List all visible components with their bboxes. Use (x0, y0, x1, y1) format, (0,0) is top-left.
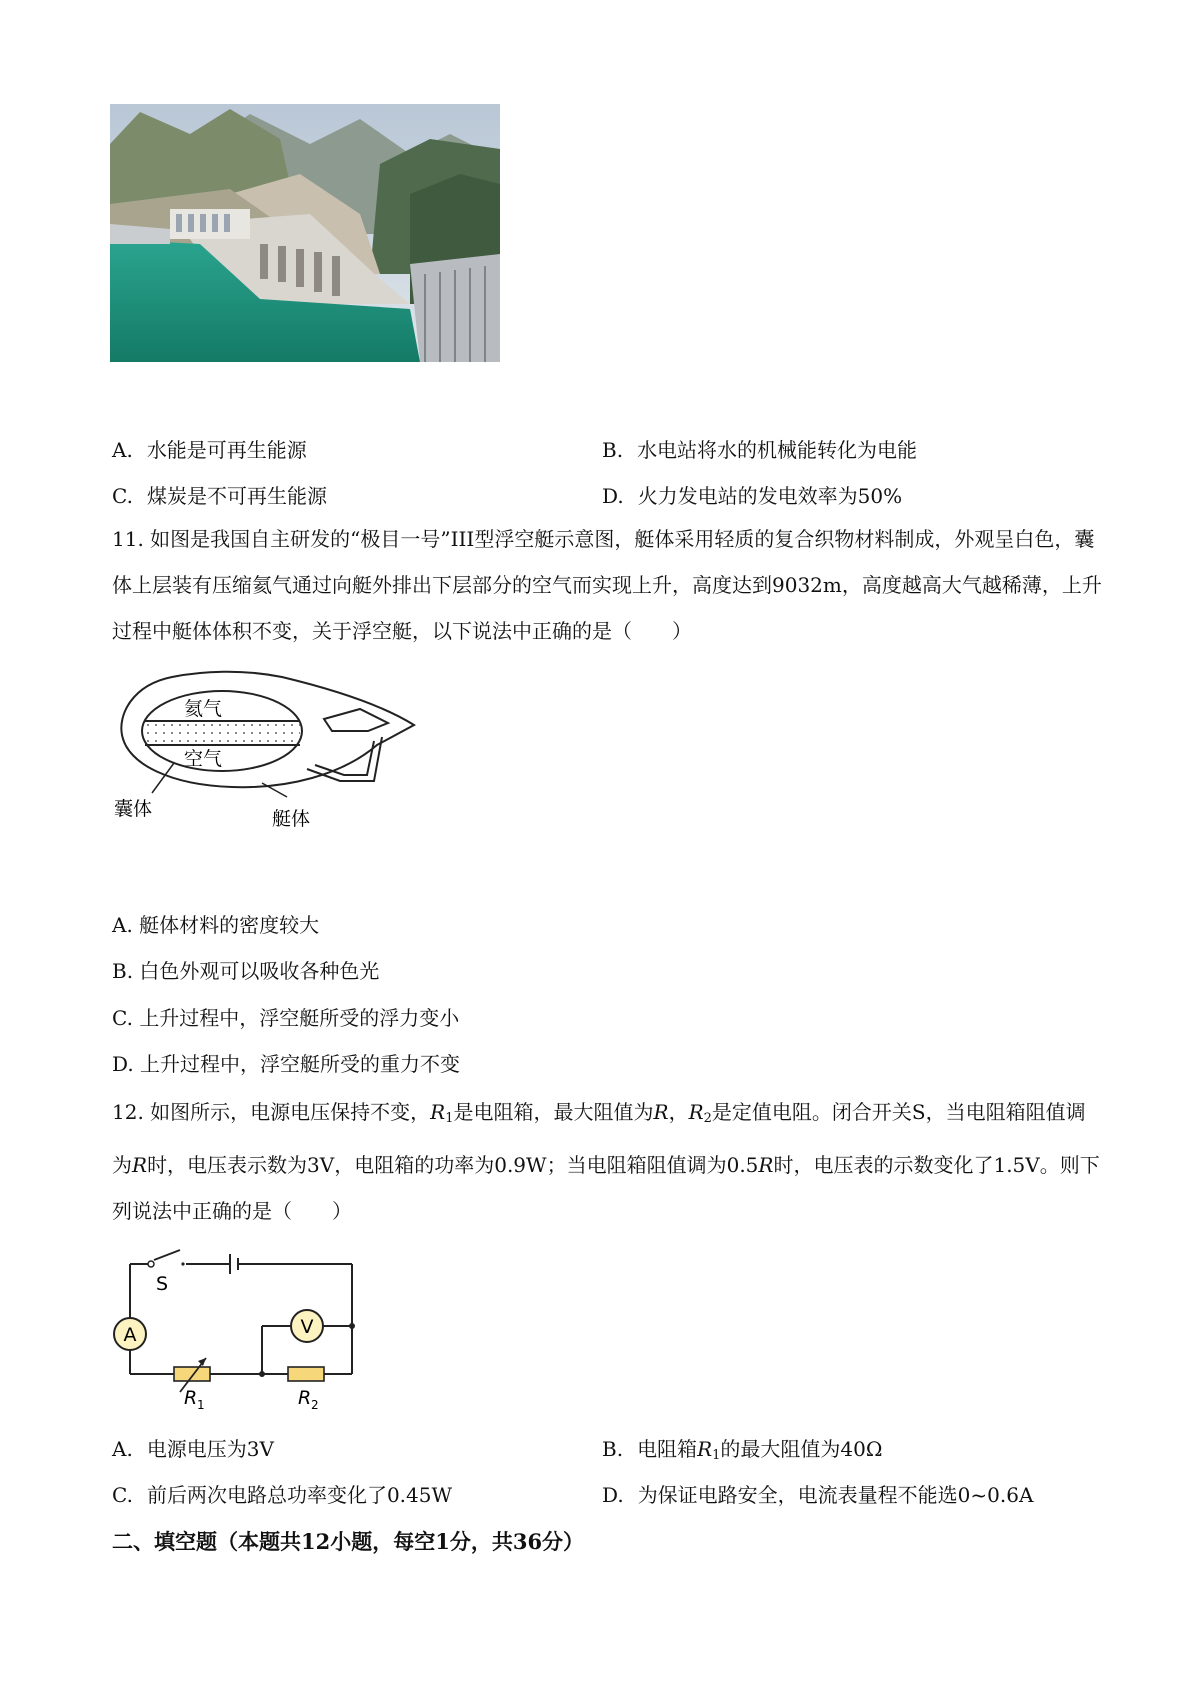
option-label: C. (112, 484, 133, 508)
q11-option-d (112, 1050, 460, 1078)
r2-label-subscript: 2 (311, 1398, 319, 1410)
q11-stem-text: 如图是我国自主研发的“极目一号”III型浮空艇示意图，艇体采用轻质的复合织物材料制成，外观呈白色，囊体上层装有压缩氦气通过向艇外排出下层部分的空气而实现上升，高度达到9032m，高度越高大气越稀薄，上升过程中艇体体积不变，关于浮空艇，以下说法中正确的是（ ） (112, 527, 1102, 643)
option-text: 白色外观可以吸收各种色光 (139, 959, 380, 983)
option-text: 上升过程中，浮空艇所受的浮力变小 (139, 1006, 460, 1030)
option-text: 电阻箱 (637, 1437, 698, 1461)
option-label: B. (602, 1437, 624, 1461)
section-heading: 二、填空题（本题共12小题，每空1分，共36分） (112, 1529, 585, 1554)
q11-stem (112, 516, 1102, 654)
q12-stem-part-1: 如图所示，电源电压保持不变， (150, 1100, 431, 1124)
option-text: 水电站将水的机械能转化为电能 (637, 438, 918, 462)
option-label: D. (112, 1052, 134, 1076)
q12-option-b (602, 1435, 882, 1470)
bladder-label: 囊体 (114, 798, 153, 820)
option-label: A. (112, 1437, 133, 1461)
option-text: 艇体材料的密度较大 (139, 913, 320, 937)
q10-option-c (112, 482, 327, 510)
r2-subscript: 2 (703, 1111, 712, 1126)
q10-option-b (602, 436, 917, 464)
q12-option-c (112, 1481, 452, 1509)
circuit-diagram (108, 1240, 368, 1410)
helium-label: 氦气 (184, 698, 223, 720)
r1-subscript: 1 (712, 1448, 721, 1463)
air-label: 空气 (184, 748, 223, 770)
q12-stem-part-6: 时，电压表的示数变化了1.5V。则下列说法中正确的是（ ） (112, 1153, 1100, 1223)
q12-stem-part-4: 是定值电阻。闭合开关S，当电阻箱阻值调为 (112, 1100, 1086, 1177)
q12-option-d (602, 1481, 1033, 1509)
q10-option-a (112, 436, 307, 464)
option-label: A. (112, 438, 133, 462)
option-label: B. (602, 438, 624, 462)
option-text: 前后两次电路总功率变化了0.45W (146, 1483, 453, 1507)
r-symbol: R (653, 1100, 669, 1124)
ammeter-label: A (123, 1324, 137, 1346)
q11-option-a (112, 911, 319, 939)
r1-symbol: R (430, 1100, 446, 1124)
option-text: 电源电压为3V (146, 1437, 274, 1461)
r1-symbol: R (697, 1437, 713, 1461)
q12-stem-part-5: 时，电压表示数为3V，电阻箱的功率为0.9W；当电阻箱阻值调为0.5 (147, 1153, 759, 1177)
q11-option-c (112, 1004, 459, 1032)
option-label: C. (112, 1483, 133, 1507)
option-label: D. (602, 1483, 624, 1507)
r-symbol: R (132, 1153, 148, 1177)
option-text: 为保证电路安全，电流表量程不能选0~0.6A (637, 1483, 1034, 1507)
r1-label: R (184, 1387, 198, 1409)
option-text: 水能是可再生能源 (146, 438, 307, 462)
airship-diagram (112, 665, 422, 835)
r2-symbol: R (688, 1100, 704, 1124)
r-symbol: R (758, 1153, 774, 1177)
r1-subscript: 1 (445, 1111, 454, 1126)
r2-label: R (298, 1387, 312, 1409)
q10-option-d (602, 482, 902, 510)
q11-option-b (112, 957, 379, 985)
option-label: A. (112, 913, 133, 937)
option-label: B. (112, 959, 134, 983)
option-label: D. (602, 484, 624, 508)
voltmeter-label: V (300, 1316, 314, 1338)
option-label: C. (112, 1006, 133, 1030)
hull-label: 艇体 (272, 808, 311, 830)
q12-stem-part-3: ， (668, 1100, 689, 1124)
option-text: 上升过程中，浮空艇所受的重力不变 (140, 1052, 461, 1076)
r1-label-subscript: 1 (197, 1398, 205, 1410)
option-text: 火力发电站的发电效率为50% (637, 484, 903, 508)
q12-option-a (112, 1435, 274, 1463)
option-text: 煤炭是不可再生能源 (146, 484, 327, 508)
q12-stem (112, 1089, 1102, 1234)
q12-number: 12. (112, 1100, 144, 1124)
hydropower-photo (110, 104, 500, 362)
hydropower-photo-drawing (110, 104, 500, 362)
option-text: 的最大阻值为40Ω (720, 1437, 883, 1461)
q11-number: 11. (112, 527, 144, 551)
switch-label: S (156, 1273, 169, 1295)
q12-stem-part-2: 是电阻箱，最大阻值为 (453, 1100, 654, 1124)
